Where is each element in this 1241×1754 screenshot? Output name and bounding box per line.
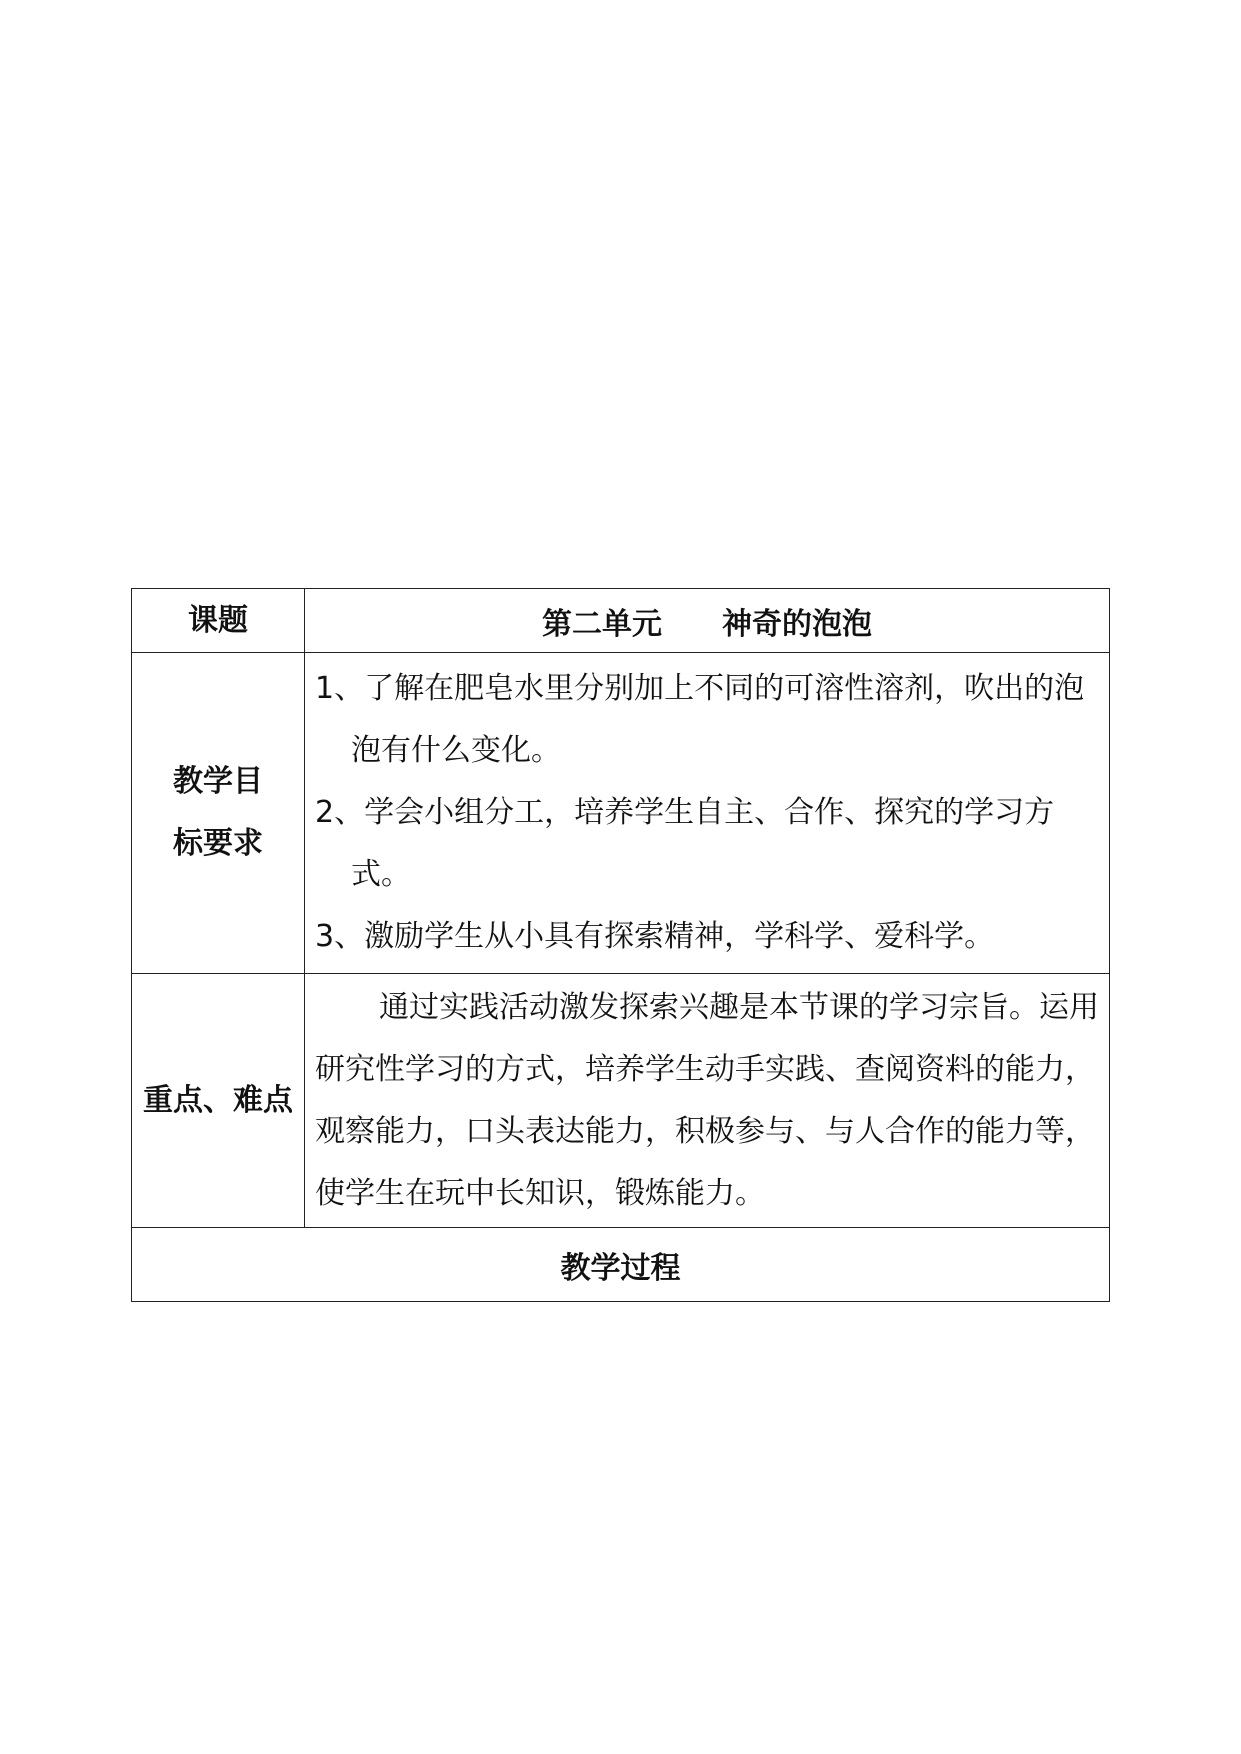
lesson-title: 第二单元 神奇的泡泡 [305, 589, 1110, 653]
focus-row [132, 974, 1110, 1228]
goals-row [132, 653, 1110, 974]
goals-label-line1: 教学目 [173, 764, 263, 799]
goal-item: 1、了解在肥皂水里分别加上不同的可溶性溶剂，吹出的泡泡有什么变化。 [315, 671, 1085, 768]
lesson-plan-table [131, 588, 1110, 1302]
title-label: 课题 [132, 589, 305, 653]
goal-item: 2、学会小组分工，培养学生自主、合作、探究的学习方式。 [315, 795, 1055, 892]
title-row [132, 589, 1110, 653]
goal-item: 3、激励学生从小具有探索精神，学科学、爱科学。 [315, 919, 995, 954]
goals-label-line2: 标要求 [173, 826, 263, 861]
goals-label [132, 653, 305, 974]
process-row [132, 1228, 1110, 1302]
focus-label: 重点、难点 [132, 974, 305, 1228]
focus-text: 通过实践活动激发探索兴趣是本节课的学习宗旨。运用研究性学习的方式，培养学生动手实践、查阅资料的能力，观察能力，口头表达能力，积极参与、与人合作的能力等，使学生在玩中长知识，锻炼能力。 [315, 989, 1099, 1211]
goals-list [305, 653, 1110, 974]
focus-cell [305, 974, 1110, 1228]
process-heading: 教学过程 [132, 1228, 1110, 1302]
